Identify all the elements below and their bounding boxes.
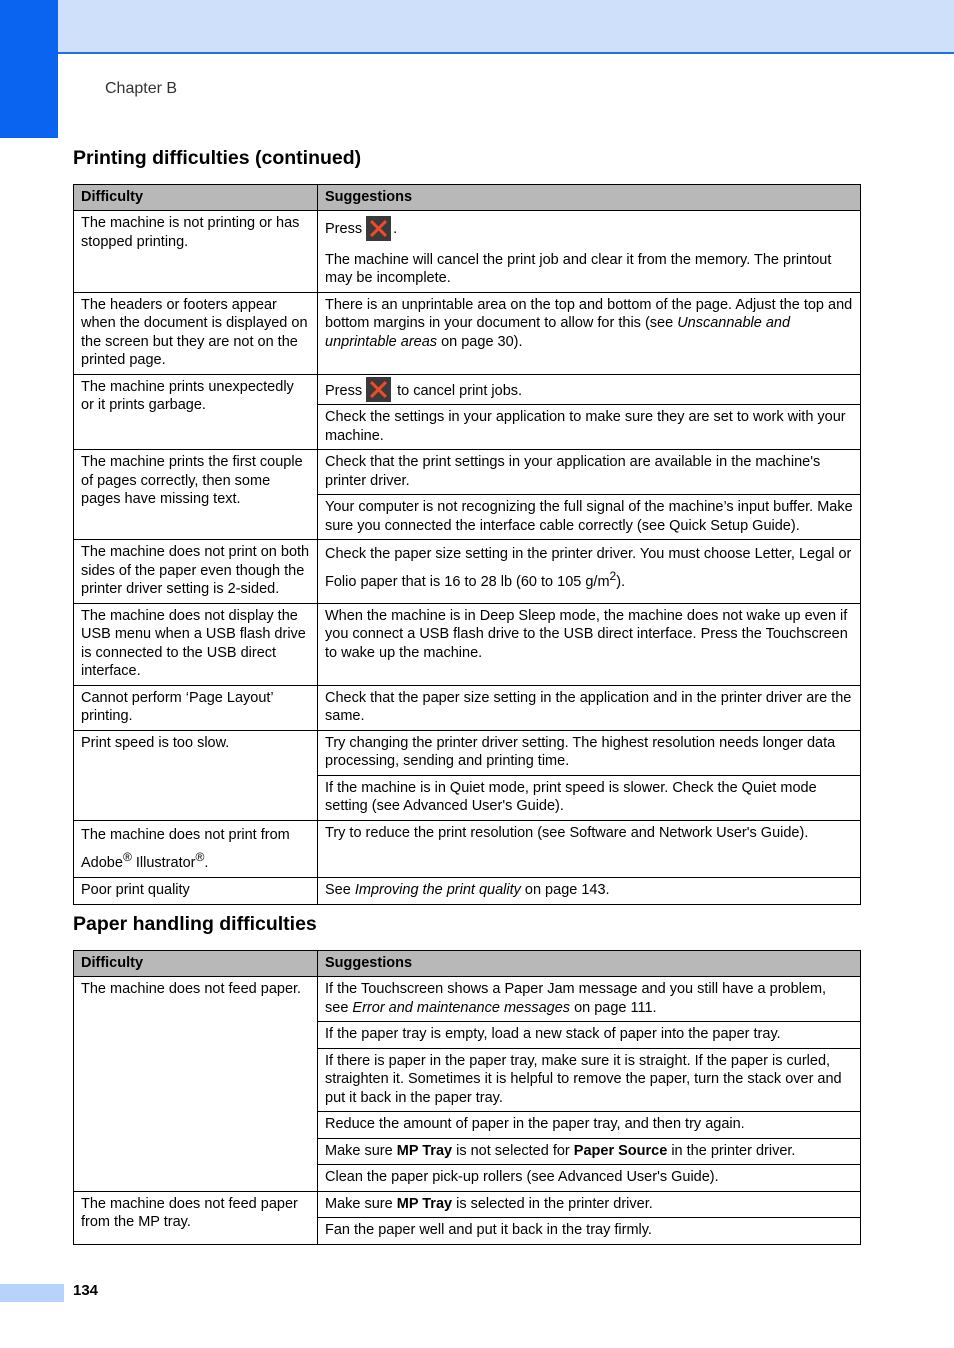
suggestion-cell: Check that the paper size setting in the application and in the printer driver are the same. bbox=[318, 685, 861, 730]
suggestion-cell: Try to reduce the print resolution (see Software and Network User's Guide). bbox=[318, 820, 861, 878]
cross-reference-link[interactable]: Error and maintenance messages bbox=[352, 999, 571, 1016]
difficulty-cell bbox=[74, 820, 318, 878]
setting-name: Paper Source bbox=[573, 1142, 668, 1159]
suggestion-text: on page 143. bbox=[520, 882, 610, 899]
suggestion-cell bbox=[318, 1191, 861, 1218]
table-row bbox=[74, 450, 861, 495]
suggestion-text: is not selected for bbox=[452, 1142, 574, 1159]
table-row bbox=[74, 730, 861, 775]
table-row bbox=[74, 292, 861, 374]
suggestion-text: There is an unprintable area on the top and bottom of the page. Adjust the top and bottom margins in your document to allow for this (see bbox=[325, 296, 853, 331]
suggestion-text: See bbox=[325, 882, 355, 899]
table-row bbox=[74, 685, 861, 730]
suggestion-text: The machine will cancel the print job and clear it from the memory. The printout may be incomplete. bbox=[325, 251, 832, 286]
table-row bbox=[74, 878, 861, 905]
printing-difficulties-table bbox=[73, 184, 861, 905]
column-header-difficulty: Difficulty bbox=[74, 185, 318, 211]
difficulty-cell: The headers or footers appear when the document is displayed on the screen but they are not on the printed page. bbox=[74, 292, 318, 374]
page-number: 134 bbox=[73, 1282, 99, 1299]
registered-mark: ® bbox=[122, 849, 132, 864]
suggestion-text: on page 111. bbox=[570, 999, 657, 1016]
cross-reference-link[interactable]: Unscannable and unprintable areas bbox=[325, 315, 791, 350]
difficulty-cell: The machine prints unexpectedly or it prints garbage. bbox=[74, 374, 318, 450]
section-title-printing: Printing difficulties (continued) bbox=[73, 147, 362, 169]
difficulty-cell: The machine prints the first couple of pages correctly, then some pages have missing text. bbox=[74, 450, 318, 540]
page-number-tab bbox=[0, 1284, 64, 1302]
suggestion-text: Press bbox=[325, 221, 363, 237]
suggestion-text: in the printer driver. bbox=[667, 1142, 796, 1159]
chapter-tab bbox=[0, 0, 58, 138]
table-header-row bbox=[74, 185, 861, 211]
suggestion-text: on page 30). bbox=[437, 333, 523, 350]
suggestion-cell: If the machine is in Quiet mode, print speed is slower. Check the Quiet mode setting (see Advanced User's Guide). bbox=[318, 775, 861, 820]
table-row bbox=[74, 977, 861, 1022]
difficulty-cell: Print speed is too slow. bbox=[74, 730, 318, 820]
suggestion-cell: If there is paper in the paper tray, make sure it is straight. If the paper is curled, straighten it. Sometimes it is helpful to remove the paper, turn the stack over and put it back in the paper tray. bbox=[318, 1048, 861, 1112]
suggestion-text: Make sure bbox=[325, 1195, 397, 1212]
table-row bbox=[74, 1191, 861, 1218]
superscript: 2 bbox=[609, 569, 617, 583]
difficulty-cell: The machine does not feed paper from the MP tray. bbox=[74, 1191, 318, 1244]
table-row bbox=[74, 211, 861, 293]
paper-handling-table bbox=[73, 950, 861, 1245]
suggestion-cell bbox=[318, 292, 861, 374]
difficulty-cell: The machine does not display the USB menu when a USB flash drive is connected to the USB direct interface. bbox=[74, 603, 318, 685]
stop-exit-icon bbox=[366, 216, 391, 241]
suggestion-cell bbox=[318, 977, 861, 1022]
suggestion-cell bbox=[318, 1138, 861, 1165]
suggestion-cell: Try changing the printer driver setting. The highest resolution needs longer data processing, sending and printing time. bbox=[318, 730, 861, 775]
column-header-suggestions: Suggestions bbox=[318, 185, 861, 211]
difficulty-cell: The machine is not printing or has stopped printing. bbox=[74, 211, 318, 293]
suggestion-cell bbox=[318, 878, 861, 905]
suggestion-cell: Clean the paper pick-up rollers (see Advanced User's Guide). bbox=[318, 1165, 861, 1192]
suggestion-text: is selected in the printer driver. bbox=[452, 1195, 653, 1212]
setting-name: MP Tray bbox=[396, 1195, 453, 1212]
table-row bbox=[74, 540, 861, 604]
suggestion-cell bbox=[318, 211, 861, 293]
section-title-paper-handling: Paper handling difficulties bbox=[73, 913, 317, 935]
suggestion-cell bbox=[318, 540, 861, 604]
suggestion-cell: Reduce the amount of paper in the paper tray, and then try again. bbox=[318, 1112, 861, 1139]
difficulty-text: Illustrator bbox=[131, 854, 196, 871]
suggestion-cell: Fan the paper well and put it back in the tray firmly. bbox=[318, 1218, 861, 1245]
suggestion-text: If the Touchscreen shows a Paper Jam message and you still have a problem, see bbox=[325, 981, 827, 1016]
table-row bbox=[74, 374, 861, 405]
difficulty-cell: The machine does not feed paper. bbox=[74, 977, 318, 1192]
cross-reference-link[interactable]: Improving the print quality bbox=[354, 882, 521, 899]
suggestion-text: Press bbox=[325, 382, 363, 399]
column-header-suggestions: Suggestions bbox=[318, 951, 861, 977]
registered-mark: ® bbox=[195, 849, 205, 864]
suggestion-cell: Your computer is not recognizing the full signal of the machine’s input buffer. Make sure you connected the interface cable correctly (see Quick Setup Guide). bbox=[318, 495, 861, 540]
difficulty-cell: Cannot perform ‘Page Layout’ printing. bbox=[74, 685, 318, 730]
table-header-row bbox=[74, 951, 861, 977]
table-row bbox=[74, 603, 861, 685]
stop-exit-icon bbox=[366, 377, 391, 402]
chapter-label: Chapter B bbox=[105, 80, 178, 97]
setting-name: MP Tray bbox=[396, 1142, 453, 1159]
difficulty-text: . bbox=[204, 854, 209, 871]
difficulty-cell: Poor print quality bbox=[74, 878, 318, 905]
suggestion-cell: If the paper tray is empty, load a new stack of paper into the paper tray. bbox=[318, 1022, 861, 1049]
difficulty-cell: The machine does not print on both sides of the paper even though the printer driver setting is 2-sided. bbox=[74, 540, 318, 604]
header-band bbox=[0, 0, 954, 54]
column-header-difficulty: Difficulty bbox=[74, 951, 318, 977]
suggestion-text: Check the paper size setting in the printer driver. You must choose Letter, Legal or Folio paper that is 16 to 28 lb (60 to 105 g/m bbox=[325, 546, 852, 590]
suggestion-text: ). bbox=[616, 573, 626, 590]
suggestion-cell: Check that the print settings in your application are available in the machine's printer driver. bbox=[318, 450, 861, 495]
suggestion-cell bbox=[318, 374, 861, 405]
suggestion-text: to cancel print jobs. bbox=[393, 382, 523, 399]
suggestion-cell: When the machine is in Deep Sleep mode, the machine does not wake up even if you connect a USB flash drive to the USB direct interface. Press the Touchscreen to wake up the machine. bbox=[318, 603, 861, 685]
suggestion-cell: Check the settings in your application to make sure they are set to work with your machine. bbox=[318, 405, 861, 450]
suggestion-text: . bbox=[393, 221, 398, 237]
table-row bbox=[74, 820, 861, 878]
difficulty-text: The machine does not print from Adobe bbox=[81, 826, 290, 871]
suggestion-text: Make sure bbox=[325, 1142, 397, 1159]
